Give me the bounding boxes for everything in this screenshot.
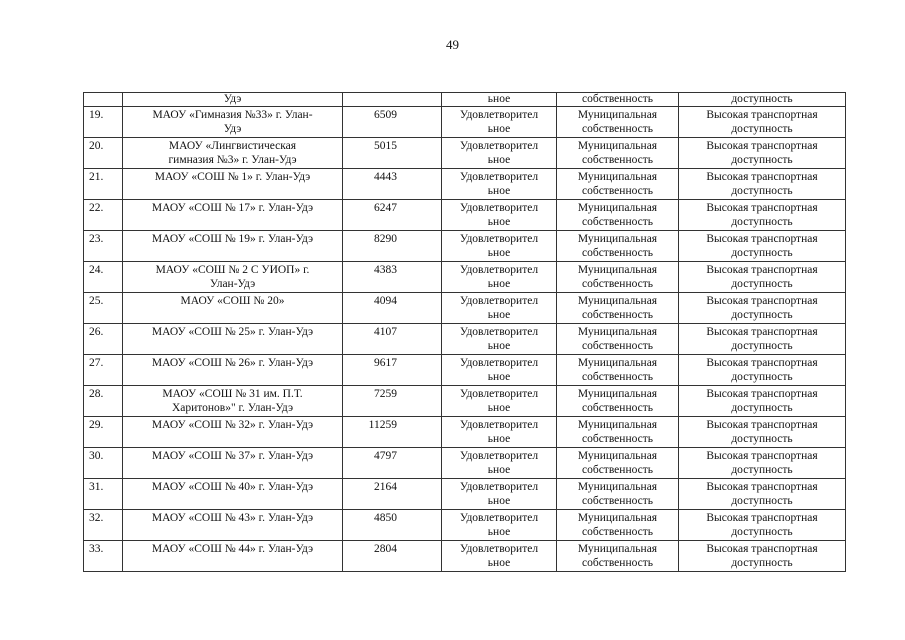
row-number-cell: 32. xyxy=(84,510,123,541)
accessibility-cell xyxy=(679,93,846,107)
amount-cell: 4850 xyxy=(343,510,442,541)
condition-line: ьное xyxy=(487,216,511,228)
condition-line: ьное xyxy=(487,371,511,383)
table-row xyxy=(84,138,846,169)
ownership-line: собственность xyxy=(581,185,654,197)
accessibility-line: Высокая транспортная xyxy=(706,295,818,307)
ownership-cell xyxy=(557,324,679,355)
table-row xyxy=(84,479,846,510)
ownership-line: собственность xyxy=(581,433,654,445)
school-name-cell xyxy=(123,324,343,355)
ownership-line: собственность xyxy=(581,557,654,569)
condition-line: Удовлетворител xyxy=(459,357,539,369)
ownership-line: Муниципальная xyxy=(577,450,658,462)
condition-cell xyxy=(442,510,557,541)
school-name-cell xyxy=(123,448,343,479)
condition-cell xyxy=(442,479,557,510)
school-name-cell xyxy=(123,386,343,417)
accessibility-line: Высокая транспортная xyxy=(706,481,818,493)
amount-cell: 4383 xyxy=(343,262,442,293)
accessibility-cell xyxy=(679,324,846,355)
school-name-cell xyxy=(123,541,343,572)
condition-line: Удовлетворител xyxy=(459,295,539,307)
row-number-cell: 21. xyxy=(84,169,123,200)
ownership-cell xyxy=(557,169,679,200)
condition-line: Удовлетворител xyxy=(459,419,539,431)
accessibility-line: доступность xyxy=(731,340,793,352)
school-name-line: МАОУ «СОШ № 32» г. Улан-Удэ xyxy=(151,419,314,431)
row-number-cell: 23. xyxy=(84,231,123,262)
ownership-cell xyxy=(557,107,679,138)
condition-cell xyxy=(442,324,557,355)
condition-line: Удовлетворител xyxy=(459,450,539,462)
amount-cell: 2164 xyxy=(343,479,442,510)
amount-cell: 11259 xyxy=(343,417,442,448)
row-number-cell xyxy=(84,93,123,107)
ownership-line: Муниципальная xyxy=(577,202,658,214)
condition-line: Удовлетворител xyxy=(459,233,539,245)
amount-cell: 2804 xyxy=(343,541,442,572)
condition-line: ьное xyxy=(487,557,511,569)
condition-cell xyxy=(442,293,557,324)
ownership-line: собственность xyxy=(581,526,654,538)
condition-line: ьное xyxy=(487,464,511,476)
school-name-cell xyxy=(123,262,343,293)
row-number-cell: 22. xyxy=(84,200,123,231)
ownership-line: Муниципальная xyxy=(577,233,658,245)
table-row xyxy=(84,541,846,572)
amount-cell: 4094 xyxy=(343,293,442,324)
accessibility-cell xyxy=(679,479,846,510)
school-name-line: МАОУ «Лингвистическая xyxy=(168,140,297,152)
accessibility-cell xyxy=(679,510,846,541)
condition-cell xyxy=(442,138,557,169)
condition-cell xyxy=(442,169,557,200)
condition-line: Удовлетворител xyxy=(459,109,539,121)
ownership-line: Муниципальная xyxy=(577,419,658,431)
condition-cell xyxy=(442,93,557,107)
ownership-line: собственность xyxy=(581,464,654,476)
condition-cell xyxy=(442,231,557,262)
accessibility-line: доступность xyxy=(731,123,793,135)
school-name-line: МАОУ «СОШ № 2 С УИОП» г. xyxy=(155,264,310,276)
accessibility-line: Высокая транспортная xyxy=(706,357,818,369)
accessibility-cell xyxy=(679,138,846,169)
ownership-cell xyxy=(557,355,679,386)
table-row xyxy=(84,448,846,479)
ownership-cell xyxy=(557,417,679,448)
ownership-line: Муниципальная xyxy=(577,171,658,183)
table-row xyxy=(84,293,846,324)
condition-cell xyxy=(442,200,557,231)
school-name-line: МАОУ «СОШ № 31 им. П.Т. xyxy=(162,388,303,400)
school-name-cell xyxy=(123,138,343,169)
condition-line: ьное xyxy=(487,154,511,166)
amount-cell: 6509 xyxy=(343,107,442,138)
condition-line: ьное xyxy=(487,402,511,414)
accessibility-line: Высокая транспортная xyxy=(706,326,818,338)
ownership-line: собственность xyxy=(581,247,654,259)
table-row xyxy=(84,324,846,355)
ownership-cell xyxy=(557,448,679,479)
condition-line: Удовлетворител xyxy=(459,512,539,524)
ownership-line: Муниципальная xyxy=(577,357,658,369)
accessibility-line: доступность xyxy=(731,216,793,228)
accessibility-cell xyxy=(679,262,846,293)
accessibility-cell xyxy=(679,448,846,479)
condition-line: Удовлетворител xyxy=(459,202,539,214)
ownership-cell xyxy=(557,541,679,572)
school-name-line: МАОУ «СОШ № 40» г. Улан-Удэ xyxy=(151,481,314,493)
accessibility-line: доступность xyxy=(731,154,793,166)
ownership-line: собственность xyxy=(581,402,654,414)
school-name-line: МАОУ «СОШ № 44» г. Улан-Удэ xyxy=(151,543,314,555)
school-name-line: МАОУ «СОШ № 17» г. Улан-Удэ xyxy=(151,202,314,214)
page-number: 49 xyxy=(446,37,459,52)
amount-cell: 6247 xyxy=(343,200,442,231)
condition-line: ьное xyxy=(487,247,511,259)
accessibility-cell xyxy=(679,200,846,231)
accessibility-line: Высокая транспортная xyxy=(706,233,818,245)
condition-cell xyxy=(442,262,557,293)
condition-cell xyxy=(442,541,557,572)
accessibility-cell xyxy=(679,293,846,324)
ownership-line: собственность xyxy=(581,278,654,290)
accessibility-line: доступность xyxy=(731,402,793,414)
accessibility-line: доступность xyxy=(731,185,793,197)
accessibility-line: Высокая транспортная xyxy=(706,419,818,431)
condition-line: ьное xyxy=(487,123,511,135)
accessibility-line: доступность xyxy=(731,433,793,445)
ownership-line: Муниципальная xyxy=(577,388,658,400)
accessibility-line: Высокая транспортная xyxy=(706,450,818,462)
ownership-line: Муниципальная xyxy=(577,140,658,152)
amount-cell: 4107 xyxy=(343,324,442,355)
row-number-cell: 27. xyxy=(84,355,123,386)
condition-cell xyxy=(442,386,557,417)
condition-line: ьное xyxy=(487,309,511,321)
row-number-cell: 33. xyxy=(84,541,123,572)
ownership-cell xyxy=(557,510,679,541)
condition-line: Удовлетворител xyxy=(459,481,539,493)
accessibility-line: Высокая транспортная xyxy=(706,388,818,400)
school-name-line: гимназия №3» г. Улан-Удэ xyxy=(168,154,297,166)
accessibility-line: доступность xyxy=(731,93,793,105)
school-name-cell xyxy=(123,479,343,510)
table-row xyxy=(84,355,846,386)
table-row xyxy=(84,510,846,541)
school-name-line: МАОУ «СОШ № 37» г. Улан-Удэ xyxy=(151,450,314,462)
accessibility-line: доступность xyxy=(731,278,793,290)
accessibility-line: Высокая транспортная xyxy=(706,171,818,183)
amount-cell: 4443 xyxy=(343,169,442,200)
ownership-line: собственность xyxy=(581,154,654,166)
school-name-line: МАОУ «СОШ № 43» г. Улан-Удэ xyxy=(151,512,314,524)
amount-cell: 7259 xyxy=(343,386,442,417)
school-name-cell xyxy=(123,169,343,200)
ownership-line: Муниципальная xyxy=(577,295,658,307)
ownership-cell xyxy=(557,93,679,107)
condition-cell xyxy=(442,355,557,386)
condition-line: Удовлетворител xyxy=(459,388,539,400)
accessibility-line: Высокая транспортная xyxy=(706,512,818,524)
row-number-cell: 24. xyxy=(84,262,123,293)
accessibility-line: доступность xyxy=(731,526,793,538)
condition-line: Удовлетворител xyxy=(459,543,539,555)
ownership-line: собственность xyxy=(581,93,654,105)
row-number-cell: 25. xyxy=(84,293,123,324)
ownership-cell xyxy=(557,231,679,262)
amount-cell: 9617 xyxy=(343,355,442,386)
school-name-cell xyxy=(123,417,343,448)
ownership-line: Муниципальная xyxy=(577,512,658,524)
accessibility-line: Высокая транспортная xyxy=(706,109,818,121)
amount-cell: 8290 xyxy=(343,231,442,262)
school-name-line: МАОУ «СОШ № 26» г. Улан-Удэ xyxy=(151,357,314,369)
row-number-cell: 31. xyxy=(84,479,123,510)
school-name-cell xyxy=(123,107,343,138)
table-row xyxy=(84,417,846,448)
school-name-line: МАОУ «СОШ № 20» xyxy=(180,295,285,307)
accessibility-cell xyxy=(679,355,846,386)
row-number-cell: 28. xyxy=(84,386,123,417)
accessibility-cell xyxy=(679,541,846,572)
ownership-line: собственность xyxy=(581,340,654,352)
condition-line: Удовлетворител xyxy=(459,171,539,183)
accessibility-line: доступность xyxy=(731,247,793,259)
ownership-line: собственность xyxy=(581,309,654,321)
accessibility-line: доступность xyxy=(731,557,793,569)
table-row xyxy=(84,169,846,200)
table-row xyxy=(84,231,846,262)
accessibility-line: доступность xyxy=(731,371,793,383)
accessibility-cell xyxy=(679,107,846,138)
accessibility-line: Высокая транспортная xyxy=(706,264,818,276)
accessibility-line: доступность xyxy=(731,495,793,507)
accessibility-line: доступность xyxy=(731,464,793,476)
school-name-cell xyxy=(123,355,343,386)
ownership-line: собственность xyxy=(581,371,654,383)
table-row-continuation xyxy=(84,93,846,107)
ownership-cell xyxy=(557,262,679,293)
table-row xyxy=(84,200,846,231)
school-name-cell xyxy=(123,200,343,231)
table-row xyxy=(84,262,846,293)
condition-line: ьное xyxy=(487,526,511,538)
school-name-line: Улан-Удэ xyxy=(209,278,256,290)
table-row xyxy=(84,386,846,417)
schools-table xyxy=(83,92,846,572)
school-name-cell xyxy=(123,293,343,324)
schools-table-body xyxy=(84,93,846,572)
school-name-line: Удэ xyxy=(223,93,242,105)
row-number-cell: 19. xyxy=(84,107,123,138)
accessibility-cell xyxy=(679,231,846,262)
ownership-cell xyxy=(557,200,679,231)
ownership-line: Муниципальная xyxy=(577,326,658,338)
ownership-line: Муниципальная xyxy=(577,481,658,493)
school-name-line: МАОУ «СОШ № 25» г. Улан-Удэ xyxy=(151,326,314,338)
condition-line: Удовлетворител xyxy=(459,326,539,338)
row-number-cell: 20. xyxy=(84,138,123,169)
accessibility-cell xyxy=(679,386,846,417)
accessibility-line: Высокая транспортная xyxy=(706,202,818,214)
ownership-cell xyxy=(557,479,679,510)
school-name-line: Харитонов»" г. Улан-Удэ xyxy=(171,402,294,414)
ownership-line: собственность xyxy=(581,495,654,507)
condition-line: ьное xyxy=(487,93,511,105)
ownership-line: собственность xyxy=(581,123,654,135)
accessibility-line: Высокая транспортная xyxy=(706,543,818,555)
condition-line: ьное xyxy=(487,185,511,197)
ownership-line: Муниципальная xyxy=(577,264,658,276)
condition-line: ьное xyxy=(487,495,511,507)
condition-line: Удовлетворител xyxy=(459,140,539,152)
condition-line: Удовлетворител xyxy=(459,264,539,276)
amount-cell: 4797 xyxy=(343,448,442,479)
school-name-cell xyxy=(123,231,343,262)
table-row xyxy=(84,107,846,138)
accessibility-line: Высокая транспортная xyxy=(706,140,818,152)
condition-line: ьное xyxy=(487,278,511,290)
school-name-line: Удэ xyxy=(223,123,242,135)
ownership-cell xyxy=(557,293,679,324)
row-number-cell: 29. xyxy=(84,417,123,448)
ownership-line: собственность xyxy=(581,216,654,228)
ownership-cell xyxy=(557,386,679,417)
condition-line: ьное xyxy=(487,433,511,445)
row-number-cell: 30. xyxy=(84,448,123,479)
school-name-cell xyxy=(123,510,343,541)
school-name-line: МАОУ «СОШ № 1» г. Улан-Удэ xyxy=(154,171,311,183)
school-name-line: МАОУ «СОШ № 19» г. Улан-Удэ xyxy=(151,233,314,245)
condition-cell xyxy=(442,448,557,479)
row-number-cell: 26. xyxy=(84,324,123,355)
condition-cell xyxy=(442,107,557,138)
ownership-line: Муниципальная xyxy=(577,543,658,555)
condition-line: ьное xyxy=(487,340,511,352)
accessibility-cell xyxy=(679,417,846,448)
school-name-cell xyxy=(123,93,343,107)
ownership-cell xyxy=(557,138,679,169)
accessibility-line: доступность xyxy=(731,309,793,321)
ownership-line: Муниципальная xyxy=(577,109,658,121)
condition-cell xyxy=(442,417,557,448)
amount-cell: 5015 xyxy=(343,138,442,169)
amount-cell xyxy=(343,93,442,107)
school-name-line: МАОУ «Гимназия №33» г. Улан- xyxy=(152,109,313,121)
accessibility-cell xyxy=(679,169,846,200)
